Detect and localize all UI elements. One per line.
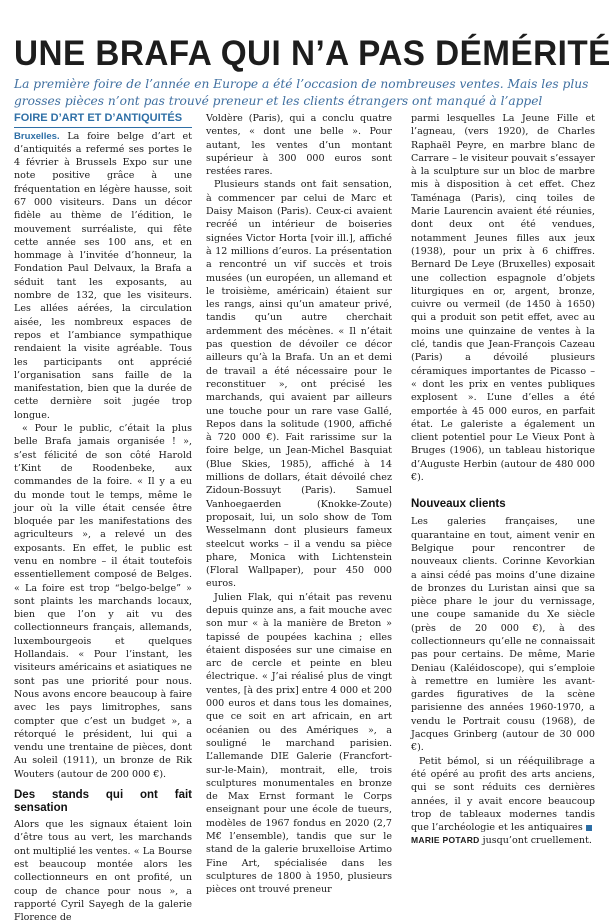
paragraph: Voldère (Paris), qui a conclu quatre ventes, « dont une belle ». Pour autant, les ventes d’un montant supérieur à 300 000 euros sont restées rares. bbox=[206, 113, 392, 178]
paragraph-text: La foire belge d’art et d’antiquités a refermé ses portes le 4 février à Brussels Expo sur une note positive grâce à une fréquentation en légère hausse, soit 67 000 visiteurs. Dans un décor fidèle au thème de l’édition, le mouvement surréaliste, qui fête cette année ses 100 ans, et en hommage à l’invitée d’honneur, la Fondation Paul Delvaux, la Brafa a séduit tant les exposants, au nombre de 132, que les visiteurs. Les allées aérées, la circulation aisée, les nombreux espaces de repos et l’ambiance sympathique rendaient la visite agréable. Tous les participants ont apprécié l’organisation sans faille de la manifestation, bien que la durée de cette dernière soit jugée trop longue. bbox=[14, 130, 192, 421]
paragraph: Julien Flak, qui n’était pas revenu depuis quinze ans, a fait mouche avec son mur « à la manière de Breton » tapissé de poupées kachina ; elles étaient disposées sur une cimaise en arc de cercle et peinte en bleu électrique. « J’ai réalisé plus de vingt ventes, [à des prix] entre 4 000 et 200 000 euros et dans tous les domaines, que ce soit en art africain, en art océanien ou des Amériques », a souligné le marchand parisien. L’allemande DIE Galerie (Francfort-sur-le-Main), montrait, elle, trois sculptures monumentales en bronze de Max Ernst formant le Corps enseignant pour une école de tueurs, modèles de 1967 fondus en 2020 (2,7 M€ l’ensemble), tandis que sur le stand de la galerie bruxelloise Artimo Fine Art, spécialisée dans les sculptures de 1800 à 1950, plusieurs pièces ont trouvé preneur bbox=[206, 591, 392, 896]
section-rubric: FOIRE D’ART ET D’ANTIQUITÉS bbox=[14, 112, 192, 128]
paragraph bbox=[14, 130, 192, 423]
column-2 bbox=[206, 112, 392, 897]
author-square-icon bbox=[586, 825, 592, 831]
paragraph-text: Petit bémol, si un rééquilibrage a été opéré au profit des arts anciens, qui se sont réduits ces dernières années, il y avait encore beaucoup trop de tableaux modernes tandis que l’archéologie et les antiquaires bbox=[411, 755, 595, 834]
paragraph: Alors que les signaux étaient loin d’être tous au vert, les marchands ont multiplié les ventes. « La Bourse est beaucoup montée alors les collectionneurs en ont profité, un coup de chance pour nous », a rapporté Cyril Sayegh de la galerie Florence de bbox=[14, 819, 192, 924]
paragraph bbox=[411, 755, 595, 848]
author-name: MARIE POTARD bbox=[411, 835, 480, 846]
column-1 bbox=[14, 112, 192, 924]
dateline: Bruxelles. bbox=[14, 130, 60, 142]
paragraph: Plusieurs stands ont fait sensation, à commencer par celui de Marc et Daisy Maison (Paris). Ceux-ci avaient recréé un intérieur de boiseries signées Victor Horta [voir ill.], affiché à 12 millions d’euros. La présentation a rencontré un vif succès et trois musées (un européen, un allemand et le troisième, américain) étaient sur les rangs, ainsi qu’un amateur privé, tandis qu’un autre cherchait ardemment des mécènes. « Il n’était pas question de dévoiler ce décor ailleurs qu’à la Brafa. Un an et demi de travail a été nécessaire pour le reconstituer », ont précisé les marchands, qui avaient par ailleurs une touche pour un rare vase Gallé, Repos dans la solitude (1900, affiché à 720 000 €). Fait rarissime sur la foire belge, un Jean-Michel Basquiat (Blue Skies, 1985), affiché à 14 millions de dollars, était dévoilé chez Zidoun-Bossuyt (Paris). Samuel Vanhoegaerden (Knokke-Zoute) proposait, lui, un solo show de Tom Wesselmann dont plusieurs fameux steelcut works – il a vendu sa pièce phare, Monica with Lichtenstein (Floral Wallpaper), pour 450 000 euros. bbox=[206, 179, 392, 590]
article-standfirst: La première foire de l’année en Europe a été l’occasion de nombreuses ventes. Mais les plus grosses pièces n’ont pas trouvé preneur et les clients étrangers ont manqué à l’appel bbox=[14, 77, 589, 108]
closing-text: jusqu’ont cruellement. bbox=[479, 835, 592, 847]
paragraph: « Pour le public, c’était la plus belle Brafa jamais organisée ! », s’est félicité de son côté Harold t’Kint de Roodenbeke, aux commandes de la foire. « Il y a eu du monde tout le temps, même le jour où la ville était censée être bloquée par les manifestations des agriculteurs », a relevé un des exposants. En effet, le public est venu en nombre – il était toutefois essentiellement composé de Belges. « La foire est trop “belgo-belge” » sont plaints les marchands locaux, bien que l’on y ait vu des collectionneurs français, allemands, luxembourgeois et quelques Hollandais. « Pour l’instant, les visiteurs américains et asiatiques ne sont pas une priorité pour nous. Nous avons encore beaucoup à faire avec les pays limitrophes, sans compter que c’est un budget », a rétorqué le président, lui qui a vendu une trentaine de pièces, dont Au soleil (1911), un bronze de Rik Wouters (autour de 200 000 €). bbox=[14, 423, 192, 780]
column-3 bbox=[411, 112, 595, 848]
subheading: Nouveaux clients bbox=[411, 498, 506, 511]
article-headline: UNE BRAFA QUI N’A PAS DÉMÉRITÉ bbox=[14, 34, 611, 73]
paragraph: parmi lesquelles La Jeune Fille et l’agneau, (vers 1920), de Charles Raphaël Peyre, en marbre blanc de Carrare – le visiteur pouvait s’essayer à la sculpture sur un bloc de marbre mis à disposition à cet effet. Chez Taménaga (Paris), cinq toiles de Marie Laurencin avaient été réunies, dont deux ont été vendues, notamment Jeunes filles aux jeux (1938), pour un prix à 6 chiffres. Bernard De Leye (Bruxelles) exposait une collection espagnole d’objets liturgiques en or, argent, bronze, cuivre ou vermeil (de 1450 à 1650) qui a produit son petit effet, avec au moins une quinzaine de ventes à la clé, tandis que Jean-François Cazeau (Paris) a dévoilé plusieurs céramiques importantes de Picasso – « dont les prix en ventes publiques explosent ». L’une d’elles a été emportée à 45 000 euros, en parfait état. Le galeriste a également un client potentiel pour Le Vieux Pont à Bruges (1906), un tableau historique d’Auguste Herbin (autour de 480 000 €). bbox=[411, 113, 595, 484]
paragraph: Les galeries françaises, une quarantaine en tout, aiment venir en Belgique pour rencontrer de nouveaux clients. Corinne Kevorkian a ainsi cédé pas moins d’une dizaine de bronzes du Luristan ainsi que sa pièce phare le jour du vernissage, une coupe samanide du Xe siècle (près de 20 000 €), à des collectionneurs qu’elle ne connaissait pas pour certains. De même, Marie Deniau (Kaléidoscope), qui s’emploie à remettre en lumière les avant-gardes figuratives de la scène parisienne des années 1960-1970, a vendu le Portrait cousu (1968), de Jacques Grinberg (autour de 30 000 €). bbox=[411, 516, 595, 754]
subheading: Des stands qui ont fait sensation bbox=[14, 789, 192, 815]
